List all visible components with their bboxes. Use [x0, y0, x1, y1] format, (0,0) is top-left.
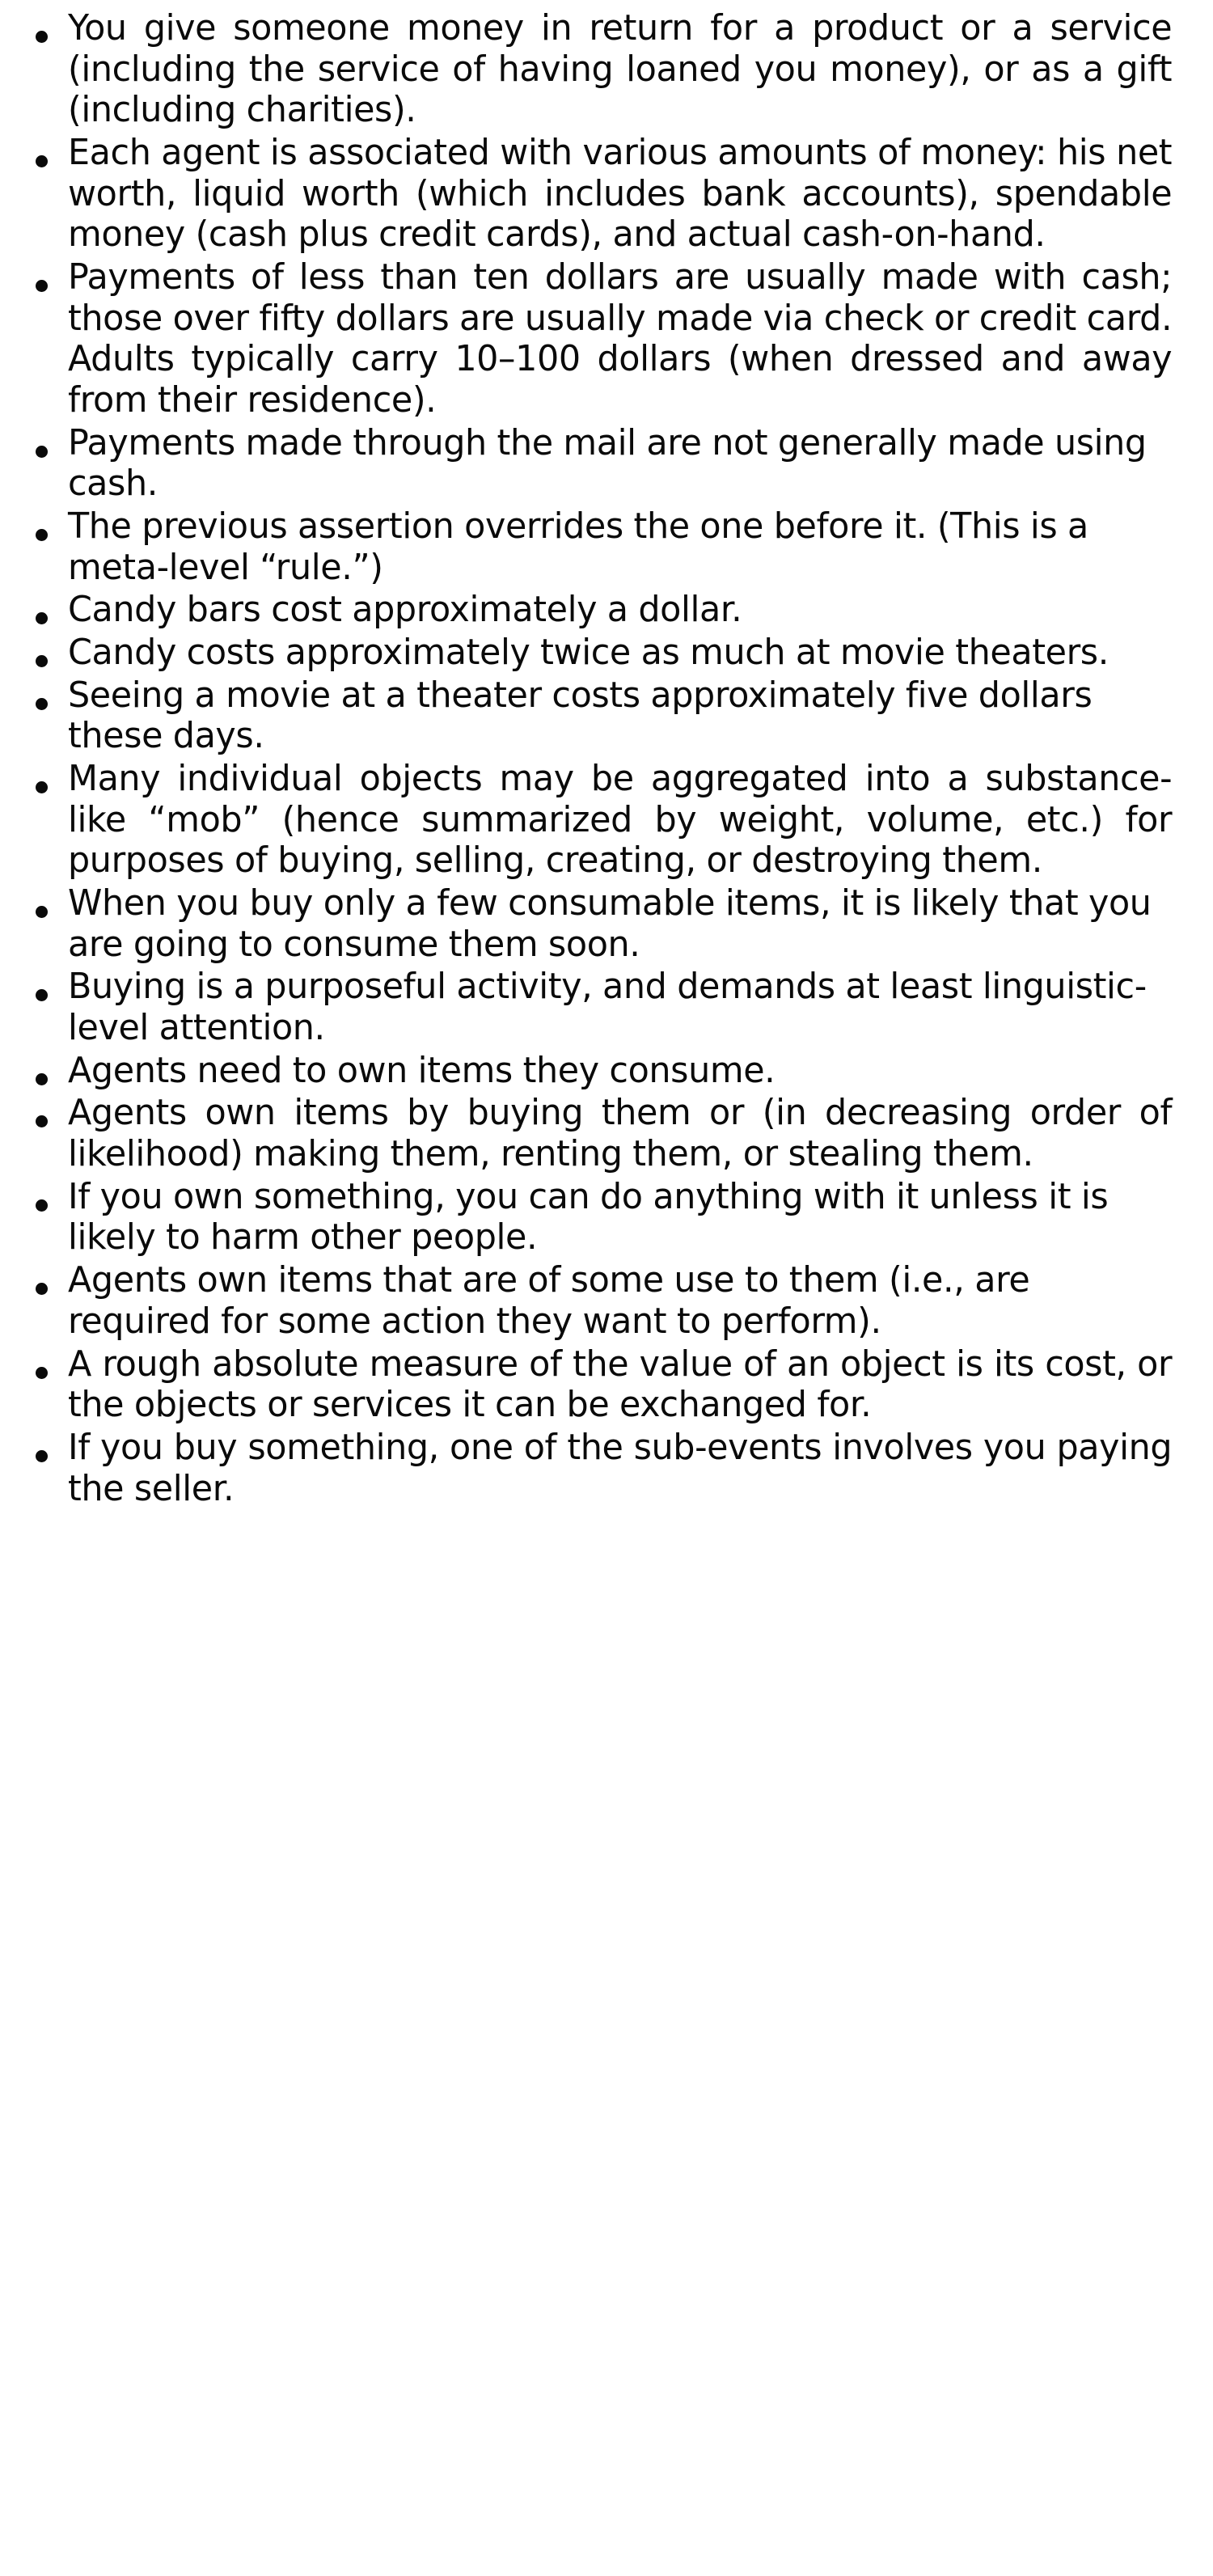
bullet-icon [36, 655, 48, 667]
bullet-icon [36, 1450, 48, 1462]
list-item [29, 967, 1189, 1048]
list-item [29, 1051, 1189, 1092]
bullet-icon [36, 1115, 48, 1127]
list-item [29, 1428, 1189, 1509]
list-item [29, 590, 1189, 631]
list-item-text: If you own something, you can do anything with it unless it is likely to harm other people. [68, 1176, 1119, 1258]
bullet-icon [36, 1283, 48, 1295]
list-item-text: Agents need to own items they consume. [68, 1050, 776, 1091]
list-item-text: Buying is a purposeful activity, and demands at least linguistic-level attention. [68, 967, 1147, 1049]
list-item-text: Payments of less than ten dollars are usually made with cash; those over fifty dollars are usually made via check or credit card. Adults typically carry 10–100 dollars (when dressed and away from their residence). [68, 257, 1182, 421]
bullet-icon [36, 529, 48, 541]
bullet-icon [36, 280, 48, 292]
list-item [29, 1260, 1189, 1342]
list-item-text: Each agent is associated with various amounts of money: his net worth, liquid worth (which includes bank accounts), spendable money (cash plus credit cards), and actual cash-on-hand. [68, 133, 1182, 256]
bullet-icon [36, 906, 48, 918]
list-item [29, 506, 1189, 588]
list-item [29, 1093, 1189, 1174]
list-item [29, 423, 1189, 505]
bullet-icon [36, 612, 48, 624]
list-item-text: Agents own items by buying them or (in decreasing order of likelihood) making them, renting them, or stealing them. [68, 1093, 1182, 1175]
list-item-text: Candy costs approximately twice as much at movie theaters. [68, 632, 1109, 674]
list-item-text: Many individual objects may be aggregated into a substance-like “mob” (hence summarized by weight, volume, etc.) for purposes of buying, selling, creating, or destroying them. [68, 759, 1182, 882]
bullet-icon [36, 155, 48, 167]
bullet-icon [36, 446, 48, 458]
list-item-text: Agents own items that are of some use to them (i.e., are required for some action they want to perform). [68, 1260, 1041, 1342]
list-item [29, 675, 1189, 757]
list-item [29, 133, 1189, 256]
list-item-text: Payments made through the mail are not generally made using cash. [68, 422, 1157, 505]
list-item [29, 1177, 1189, 1258]
list-item [29, 8, 1189, 131]
list-item [29, 883, 1189, 965]
list-item-text: You give someone money in return for a product or a service (including the service of having loaned you money), or as a gift (including charities). [68, 8, 1182, 131]
list-item-text: The previous assertion overrides the one before it. (This is a meta-level “rule.”) [68, 506, 1099, 588]
list-item-text: If you buy something, one of the sub-events involves you paying the seller. [68, 1427, 1182, 1509]
bullet-icon [36, 781, 48, 793]
list-item [29, 257, 1189, 421]
bullet-icon [36, 698, 48, 710]
list-item [29, 1344, 1189, 1426]
list-item-text: Seeing a movie at a theater costs approximately five dollars these days. [68, 675, 1103, 757]
bullet-icon [36, 1367, 48, 1379]
list-item [29, 632, 1189, 674]
list-item-text: When you buy only a few consumable items, it is likely that you are going to consume them soon. [68, 883, 1162, 965]
bullet-icon [36, 1073, 48, 1085]
list-item-text: A rough absolute measure of the value of an object is its cost, or the objects or services it can be exchanged for. [68, 1343, 1182, 1426]
list-item-text: Candy bars cost approximately a dollar. [68, 590, 742, 631]
assertion-list [29, 8, 1189, 1509]
bullet-icon [36, 989, 48, 1001]
bullet-icon [36, 1199, 48, 1212]
list-item [29, 759, 1189, 882]
bullet-icon [36, 31, 48, 43]
